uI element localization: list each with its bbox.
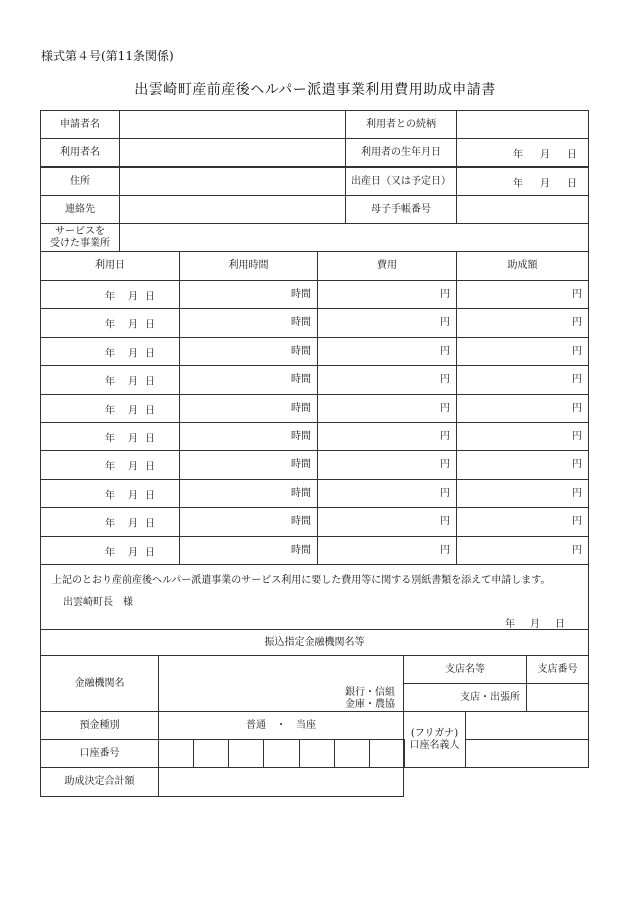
date-part-day: 日 [145, 490, 155, 501]
date-part-day: 日 [145, 291, 155, 302]
usage-cost-header: 費用 [317, 251, 457, 281]
total-field[interactable] [158, 767, 404, 797]
usage-hours-field[interactable]: 時間 [179, 337, 318, 366]
form-number: 様式第４号(第11条関係) [41, 49, 174, 63]
furigana-label: (フリガナ) [410, 727, 459, 739]
usage-hours-field[interactable]: 時間 [179, 422, 318, 451]
declaration-section [40, 564, 589, 630]
declaration-month: 月 [530, 619, 540, 630]
usage-date-field[interactable] [40, 536, 180, 565]
date-part-month: 月 [128, 490, 138, 501]
declaration-addressee: 出雲崎町長 様 [63, 597, 133, 608]
date-part-month: 月 [128, 348, 138, 359]
usage-subsidy-field[interactable]: 円 [456, 536, 589, 565]
usage-date-field[interactable] [40, 479, 180, 508]
usage-subsidy-field[interactable]: 円 [456, 337, 589, 366]
total-label: 助成決定合計額 [40, 767, 159, 797]
date-part-year: 年 [105, 348, 115, 359]
provider-label-line-2: 受けた事業所 [50, 237, 110, 249]
date-part-month: 月 [128, 518, 138, 530]
address-field[interactable] [119, 167, 346, 196]
document-title: 出雲崎町産前産後ヘルパー派遣事業利用費用助成申請書 [134, 82, 496, 98]
branch-field[interactable]: 支店・出張所 [403, 683, 527, 712]
date-part-year: 年 [105, 319, 115, 331]
date-part-month: 月 [128, 547, 138, 558]
deposit-type-label: 預金種別 [40, 711, 159, 740]
date-part-year: 年 [105, 376, 115, 388]
date-part-year: 年 [105, 518, 115, 530]
date-part-month: 月 [128, 291, 138, 302]
account-holder-label-text: 口座名義人 [409, 739, 460, 751]
usage-hours-field[interactable]: 時間 [179, 479, 318, 508]
date-part-year: 年 [105, 461, 115, 473]
usage-hours-field[interactable]: 時間 [179, 394, 318, 423]
declaration-year: 年 [505, 619, 515, 630]
date-part-day: 日 [145, 433, 155, 444]
address-label: 住所 [40, 167, 120, 196]
account-digit-box[interactable] [334, 739, 370, 768]
date-part-year: 年 [513, 178, 523, 189]
provider-field[interactable] [119, 223, 589, 252]
date-part-year: 年 [105, 291, 115, 302]
account-holder-name-field[interactable] [465, 739, 589, 768]
usage-cost-field[interactable]: 円 [317, 422, 457, 451]
date-part-day: 日 [145, 376, 155, 388]
institution-label: 金融機関名 [40, 655, 159, 712]
user-name-field[interactable] [119, 138, 346, 167]
usage-subsidy-field[interactable]: 円 [456, 450, 589, 480]
date-part-year: 年 [105, 547, 115, 558]
date-part-year: 年 [105, 490, 115, 501]
date-part-day: 日 [567, 149, 577, 160]
usage-hours-field[interactable]: 時間 [179, 450, 318, 480]
branch-number-label: 支店番号 [526, 655, 589, 684]
usage-cost-field[interactable]: 円 [317, 394, 457, 423]
contact-label: 連絡先 [40, 195, 120, 224]
usage-subsidy-field[interactable]: 円 [456, 507, 589, 537]
user-birthdate-label: 利用者の生年月日 [345, 138, 457, 167]
account-digit-box[interactable] [158, 739, 194, 768]
usage-subsidy-field[interactable]: 円 [456, 394, 589, 423]
date-part-month: 月 [128, 433, 138, 444]
usage-date-field[interactable] [40, 422, 180, 451]
relationship-label: 利用者との続柄 [345, 110, 457, 139]
usage-cost-field[interactable]: 円 [317, 308, 457, 338]
usage-hours-field[interactable]: 時間 [179, 536, 318, 565]
date-part-month: 月 [128, 319, 138, 331]
date-part-month: 月 [540, 178, 550, 189]
provider-label [40, 223, 120, 252]
deposit-type-field[interactable]: 普通 ・ 当座 [158, 711, 404, 740]
usage-hours-header: 利用時間 [179, 251, 318, 281]
branch-number-field[interactable] [526, 683, 589, 712]
account-digit-box[interactable] [299, 739, 335, 768]
institution-field[interactable] [158, 655, 404, 712]
usage-date-field[interactable] [40, 365, 180, 395]
bank-section-title: 振込指定金融機関名等 [40, 629, 589, 656]
account-number-label: 口座番号 [40, 739, 159, 768]
account-holder-furigana-field[interactable] [465, 711, 589, 740]
date-part-day: 日 [145, 518, 155, 530]
usage-date-field[interactable] [40, 394, 180, 423]
due-date-label: 出産日（又は予定日） [345, 167, 457, 196]
date-part-day: 日 [145, 319, 155, 331]
account-digit-box[interactable] [263, 739, 300, 768]
date-part-day: 日 [145, 461, 155, 473]
usage-date-field[interactable] [40, 308, 180, 338]
date-part-month: 月 [128, 376, 138, 388]
account-holder-label [403, 711, 466, 768]
usage-cost-field[interactable]: 円 [317, 365, 457, 395]
date-part-month: 月 [540, 149, 550, 160]
usage-hours-field[interactable]: 時間 [179, 280, 318, 309]
usage-cost-field[interactable]: 円 [317, 280, 457, 309]
applicant-name-label: 申請者名 [40, 110, 120, 139]
date-part-day: 日 [145, 348, 155, 359]
branch-name-label: 支店名等 [403, 655, 527, 684]
maternal-handbook-label: 母子手帳番号 [345, 195, 457, 224]
date-part-day: 日 [567, 178, 577, 189]
date-part-month: 月 [128, 405, 138, 416]
bank-types-line-1: 銀行・信組 [345, 687, 395, 698]
usage-cost-field[interactable]: 円 [317, 479, 457, 508]
declaration-day: 日 [555, 619, 565, 630]
date-part-day: 日 [145, 547, 155, 558]
bank-types-line-2: 金庫・農協 [345, 699, 395, 710]
usage-hours-field[interactable]: 時間 [179, 507, 318, 537]
usage-subsidy-header: 助成額 [456, 251, 589, 281]
usage-subsidy-field[interactable]: 円 [456, 365, 589, 395]
usage-hours-field[interactable]: 時間 [179, 365, 318, 395]
usage-cost-field[interactable]: 円 [317, 536, 457, 565]
user-birthdate-field[interactable] [456, 138, 589, 167]
usage-date-field[interactable] [40, 337, 180, 366]
usage-cost-field[interactable]: 円 [317, 450, 457, 480]
account-digit-box[interactable] [193, 739, 229, 768]
usage-cost-field[interactable]: 円 [317, 507, 457, 537]
maternal-handbook-field[interactable] [456, 195, 589, 224]
account-digit-box[interactable] [228, 739, 264, 768]
user-name-label: 利用者名 [40, 138, 120, 167]
provider-label-line-1: サービスを [55, 225, 105, 237]
contact-field[interactable] [119, 195, 346, 224]
applicant-name-field[interactable] [119, 110, 346, 139]
usage-date-field[interactable] [40, 280, 180, 309]
usage-hours-field[interactable]: 時間 [179, 308, 318, 338]
date-part-month: 月 [128, 461, 138, 473]
usage-date-header: 利用日 [40, 251, 180, 281]
usage-cost-field[interactable]: 円 [317, 337, 457, 366]
date-part-year: 年 [105, 433, 115, 444]
date-part-year: 年 [513, 149, 523, 160]
usage-subsidy-field[interactable]: 円 [456, 280, 589, 309]
relationship-field[interactable] [456, 110, 589, 139]
usage-date-field[interactable] [40, 450, 180, 480]
date-part-year: 年 [105, 405, 115, 416]
usage-date-field[interactable] [40, 507, 180, 537]
declaration-statement: 上記のとおり産前産後ヘルパー派遣事業のサービス利用に要した費用等に関する別紙書類を添えて申請します。 [52, 575, 551, 586]
usage-subsidy-field[interactable]: 円 [456, 422, 589, 451]
usage-subsidy-field[interactable]: 円 [456, 308, 589, 338]
date-part-day: 日 [145, 405, 155, 416]
due-date-field[interactable] [456, 167, 589, 196]
account-digit-box[interactable] [369, 739, 405, 768]
usage-subsidy-field[interactable]: 円 [456, 479, 589, 508]
